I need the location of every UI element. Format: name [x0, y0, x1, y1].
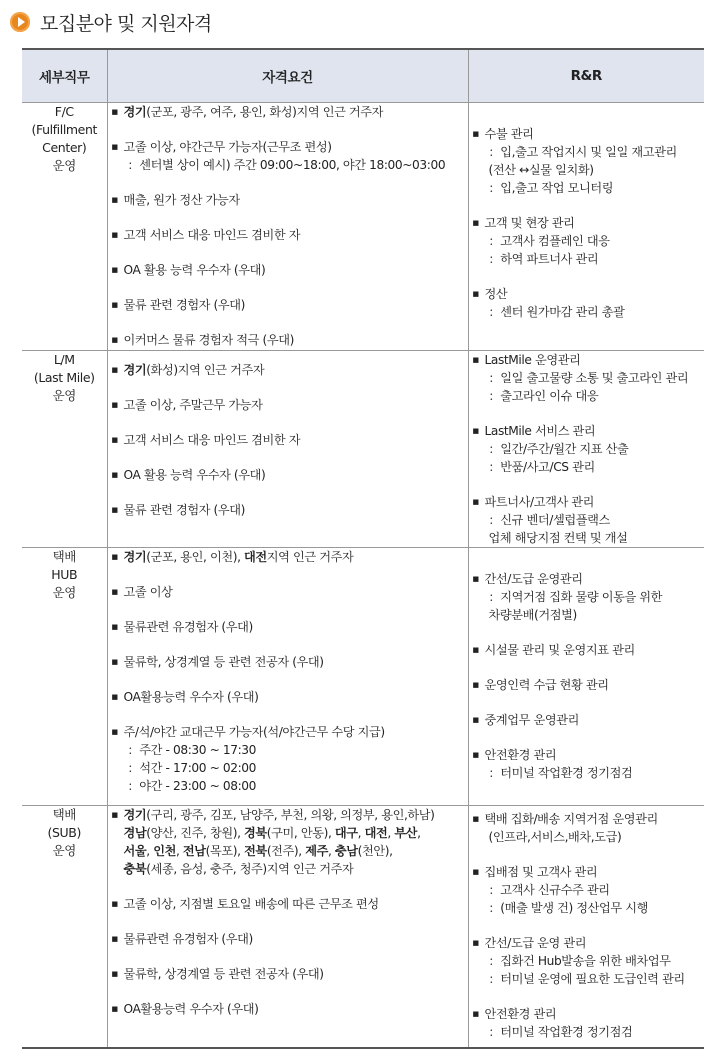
role-label-line: 택배: [52, 807, 76, 822]
role-label-line: 운영: [52, 585, 76, 600]
rr-sub-line: ：입,출고 작업 모니터링: [488, 181, 614, 195]
rr-cell: [468, 548, 704, 806]
requirement-item: [112, 466, 464, 484]
role-label-line: 운영: [52, 158, 76, 173]
rr-heading: LastMile 서비스 관리: [484, 424, 596, 438]
rr-sub-line: (인프라,서비스,배차,도급): [488, 830, 622, 844]
requirement-item: [112, 138, 464, 174]
rr-heading: 집배점 및 고객사 관리: [484, 865, 598, 879]
req-text-part: 전북: [244, 844, 267, 858]
rr-item: [473, 285, 701, 321]
role-cell: [22, 103, 107, 351]
rr-item: [473, 934, 701, 988]
rr-heading: 파트너사/고객사 관리: [484, 495, 595, 509]
req-text-part: (화성)지역 인근 거주자: [146, 363, 265, 377]
req-text-part: 경북: [244, 826, 267, 840]
req-text-part: 전남: [182, 844, 206, 858]
role-label-line: (Last Mile): [33, 370, 95, 385]
rr-heading: 중계업무 운영관리: [484, 713, 579, 727]
requirement-item: [112, 806, 464, 878]
role-label-line: 택배: [52, 549, 76, 564]
rr-item: [473, 422, 701, 476]
req-text-part: 충남: [334, 844, 358, 858]
req-text-part: ,: [327, 844, 335, 858]
requirement-item: [112, 501, 464, 519]
req-text-part: (군포, 용인, 이천),: [146, 550, 245, 564]
req-text-part: (구미, 안동),: [266, 826, 335, 840]
table-row: [22, 548, 704, 806]
req-text-part: (구리, 광주, 김포, 남양주, 부천, 의왕, 의정부, 용인,하남): [146, 808, 435, 822]
req-text-part: 매출, 원가 정산 가능자: [123, 193, 240, 207]
req-text-part: ,: [175, 844, 183, 858]
rr-cell: [468, 103, 704, 351]
table-row: [22, 806, 704, 1048]
header-rr: R&R: [468, 49, 704, 103]
rr-heading: LastMile 운영관리: [484, 353, 581, 367]
rr-heading: 안전환경 관리: [484, 748, 557, 762]
rr-heading: 시설물 관리 및 운영지표 관리: [484, 643, 635, 657]
role-label-line: 운영: [52, 843, 76, 858]
req-text-part: 제주: [305, 844, 328, 858]
req-text-part: 대구: [334, 826, 358, 840]
requirement-item: [112, 688, 464, 706]
requirement-item: [112, 548, 464, 566]
rr-sub-line: ：입,출고 작업지시 및 일일 재고관리: [488, 145, 677, 159]
role-label-line: 운영: [52, 388, 76, 403]
rr-item: [473, 570, 701, 624]
requirement-item: [112, 296, 464, 314]
requirement-item: [112, 618, 464, 636]
req-text-part: ,: [387, 826, 395, 840]
requirement-sub-line: ：주간 - 08:30 ~ 17:30: [127, 743, 256, 757]
req-text-part: OA 활용 능력 우수자 (우대): [123, 263, 266, 277]
req-text-part: 고객 서비스 대응 마인드 겸비한 자: [123, 228, 301, 242]
requirement-item: [112, 1000, 464, 1018]
requirement-item: [112, 965, 464, 983]
req-text-part: 대전: [364, 826, 388, 840]
req-text-part: ,: [357, 826, 365, 840]
requirement-sub-line: ：야간 - 23:00 ~ 08:00: [127, 779, 256, 793]
req-text-part: OA 활용 능력 우수자 (우대): [123, 468, 266, 482]
table-header-row: [22, 49, 704, 103]
req-text-part: 고졸 이상, 지점별 토요일 배송에 따른 근무조 편성: [123, 897, 379, 911]
req-text-part: 이커머스 물류 경험자 적극 (우대): [123, 333, 294, 347]
req-text-part: 물류학, 상경계열 등 관련 전공자 (우대): [123, 967, 324, 981]
rr-sub-line: ：반품/사고/CS 관리: [488, 460, 595, 474]
requirement-sub-line: ：석간 - 17:00 ~ 02:00: [127, 761, 256, 775]
req-text-part: (목포),: [205, 844, 245, 858]
req-text-part: (천안),: [357, 844, 393, 858]
rr-heading: 간선/도급 운영 관리: [484, 936, 587, 950]
requirement-item: [112, 226, 464, 244]
requirement-item: [112, 930, 464, 948]
arrow-bullet-icon: [10, 12, 30, 32]
requirements-cell: [107, 548, 468, 806]
rr-cell: [468, 351, 704, 548]
req-text-part: 서울: [123, 844, 147, 858]
req-text-part: OA활용능력 우수자 (우대): [123, 690, 259, 704]
requirement-item: [112, 895, 464, 913]
req-text-part: 물류 관련 경험자 (우대): [123, 503, 245, 517]
req-text-part: 인천: [153, 844, 176, 858]
requirement-item: [112, 723, 464, 795]
req-text-part: 경기: [123, 550, 147, 564]
rr-item: [473, 810, 701, 846]
rr-item: [473, 676, 701, 694]
rr-heading: 고객 및 현장 관리: [484, 216, 575, 230]
requirement-item: [112, 261, 464, 279]
requirement-sub-line: ：센터별 상이 예시) 주간 09:00~18:00, 야간 18:00~03:00: [127, 158, 446, 172]
rr-heading: 간선/도급 운영관리: [484, 572, 583, 586]
section-title: [10, 6, 212, 38]
req-text-part: OA활용능력 우수자 (우대): [123, 1002, 259, 1016]
requirement-item: [112, 103, 464, 121]
rr-heading: 안전환경 관리: [484, 1007, 557, 1021]
rr-sub-line: 차량분배(거점별): [488, 608, 577, 622]
rr-sub-line: ：집화건 Hub발송을 위한 배차업무: [488, 954, 671, 968]
rr-sub-line: ：출고라인 이슈 대응: [488, 389, 599, 403]
table-row: [22, 103, 704, 351]
role-cell: [22, 806, 107, 1048]
rr-heading: 수불 관리: [484, 127, 534, 141]
role-cell: [22, 548, 107, 806]
header-requirements: 자격요건: [107, 49, 468, 103]
requirement-item: [112, 653, 464, 671]
req-text-part: ,: [417, 826, 421, 840]
requirement-item: [112, 396, 464, 414]
rr-heading: 택배 집화/배송 지역거점 운영관리: [484, 812, 658, 826]
req-text-part: (양산, 진주, 창원),: [146, 826, 245, 840]
rr-sub-line: (전산 ↔실물 일치화): [488, 163, 594, 177]
rr-item: [473, 214, 701, 268]
req-text-part: ,: [146, 844, 154, 858]
rr-sub-line: ：지역거점 집화 물량 이동을 위한: [488, 590, 663, 604]
req-text-part: 고졸 이상, 야간근무 가능자(근무조 편성): [123, 140, 332, 154]
req-text-part: 충북: [123, 862, 147, 876]
req-text-part: 부산: [394, 826, 418, 840]
rr-heading: 운영인력 수급 현황 관리: [484, 678, 609, 692]
requirements-cell: [107, 806, 468, 1048]
req-text-part: 고객 서비스 대응 마인드 겸비한 자: [123, 433, 301, 447]
role-label-line: HUB: [51, 567, 78, 582]
requirements-cell: [107, 351, 468, 548]
rr-item: [473, 711, 701, 729]
rr-sub-line: ：일일 출고물량 소통 및 출고라인 관리: [488, 371, 689, 385]
recruitment-table: [22, 48, 704, 1049]
requirements-cell: [107, 103, 468, 351]
req-text-part: 물류 관련 경험자 (우대): [123, 298, 245, 312]
rr-item: [473, 351, 701, 405]
req-text-part: 경남: [123, 826, 147, 840]
rr-item: [473, 641, 701, 659]
req-text-part: 경기: [123, 808, 147, 822]
req-text-part: 경기: [123, 363, 147, 377]
rr-sub-line: ：터미널 작업환경 정기점검: [488, 766, 633, 780]
requirement-continued-line: [124, 860, 464, 878]
role-label-line: (Fulfillment: [31, 122, 97, 137]
role-label-line: L/M: [53, 352, 75, 367]
requirement-item: [112, 583, 464, 601]
req-text-part: 물류학, 상경계열 등 관련 전공자 (우대): [123, 655, 324, 669]
req-text-part: 고졸 이상: [123, 585, 173, 599]
requirement-item: [112, 361, 464, 379]
rr-sub-line: ：(매출 발생 건) 정산업무 시행: [488, 901, 648, 915]
role-label-line: (SUB): [47, 825, 81, 840]
req-text-part: 대전: [244, 550, 267, 564]
rr-sub-line: ：센터 원가마감 관리 총괄: [488, 305, 625, 319]
rr-item: [473, 493, 701, 547]
req-text-part: 물류관련 유경험자 (우대): [123, 932, 253, 946]
rr-heading: 정산: [484, 287, 508, 301]
rr-item: [473, 863, 701, 917]
rr-sub-line: ：고객사 신규수주 관리: [488, 883, 610, 897]
requirement-item: [112, 191, 464, 209]
rr-item: [473, 125, 701, 197]
rr-sub-line: ：하역 파트너사 관리: [488, 252, 599, 266]
req-text-part: 고졸 이상, 주말근무 가능자: [123, 398, 263, 412]
requirement-continued-line: [124, 842, 464, 860]
req-text-part: (군포, 광주, 여주, 용인, 화성)지역 인근 거주자: [146, 105, 384, 119]
rr-sub-line: ：고객사 컴플레인 대응: [488, 234, 610, 248]
header-role: 세부직무: [22, 49, 107, 103]
rr-sub-line: ：터미널 작업환경 정기점검: [488, 1025, 633, 1039]
role-label-line: Center): [42, 140, 87, 155]
section-title-text: 모집분야 및 지원자격: [40, 12, 212, 35]
req-text-part: 물류관련 유경험자 (우대): [123, 620, 253, 634]
rr-item: [473, 1005, 701, 1041]
req-text-part: (전주),: [266, 844, 306, 858]
rr-item: [473, 746, 701, 782]
requirement-item: [112, 331, 464, 349]
req-text-part: 주/석/야간 교대근무 가능자(석/야간근무 수당 지급): [123, 725, 385, 739]
rr-sub-line: ：신규 벤더/셀럽플랙스: [488, 513, 610, 527]
rr-sub-line: 업체 해당지점 컨택 및 개설: [488, 531, 628, 545]
table-row: [22, 351, 704, 548]
req-text-part: (세종, 음성, 충주, 청주)지역 인근 거주자: [146, 862, 354, 876]
req-text-part: 지역 인근 거주자: [266, 550, 354, 564]
requirement-item: [112, 431, 464, 449]
rr-cell: [468, 806, 704, 1048]
rr-sub-line: ：일간/주간/월간 지표 산출: [488, 442, 629, 456]
requirement-continued-line: [124, 824, 464, 842]
req-text-part: 경기: [123, 105, 147, 119]
rr-sub-line: ：터미널 운영에 필요한 도급인력 관리: [488, 972, 685, 986]
role-cell: [22, 351, 107, 548]
role-label-line: F/C: [54, 104, 74, 119]
